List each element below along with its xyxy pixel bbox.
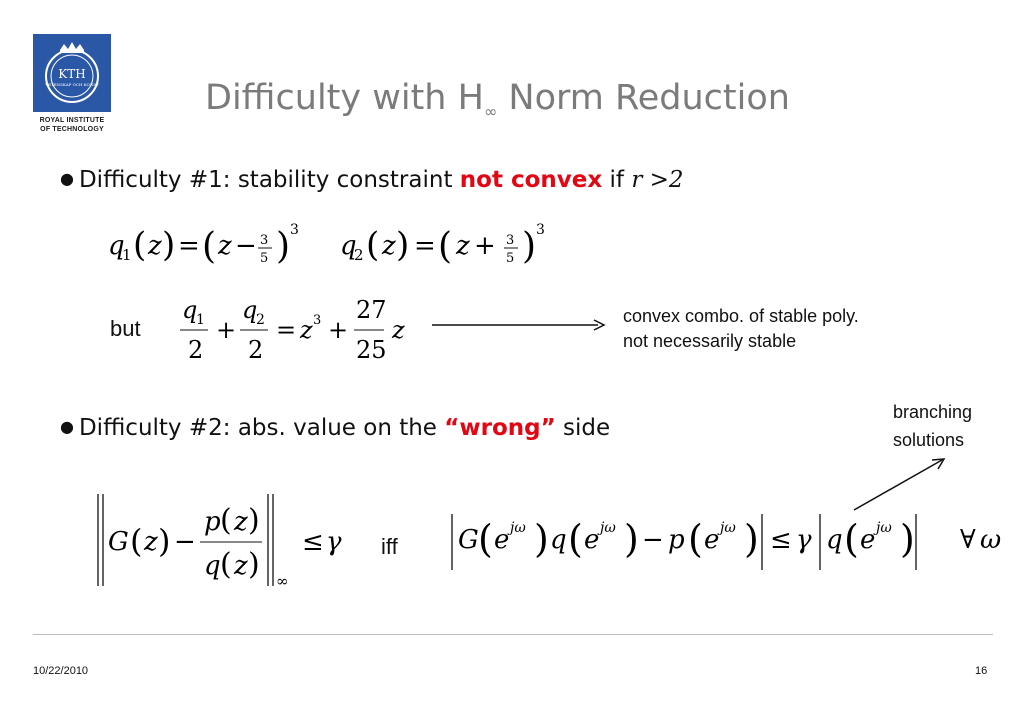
kth-logo [33,34,111,112]
svg-text:27: 27 [356,296,387,324]
svg-text:+: + [328,316,349,344]
svg-text:e: e [584,525,600,555]
svg-text:jω: jω [510,520,526,536]
svg-text:(: ( [478,517,493,561]
iff-label: iff [381,534,398,559]
svg-text:jω: jω [720,520,736,536]
svg-text:=: = [178,231,200,261]
svg-text:z: z [300,316,313,344]
svg-text:2: 2 [188,336,204,364]
svg-text:q: q [826,525,843,555]
title-main: Difficulty with H [205,78,484,118]
svg-text:3: 3 [290,222,299,238]
svg-text:): ) [396,225,410,265]
title-rest: Norm Reduction [497,78,790,118]
svg-text:q: q [340,231,357,261]
svg-text:G: G [458,525,479,555]
footer-divider [33,634,993,635]
svg-text:p: p [668,525,685,555]
svg-text:25: 25 [356,336,387,364]
svg-text:jω: jω [876,520,892,536]
svg-text:3: 3 [260,233,269,248]
svg-text:e: e [704,525,720,555]
bullet2-suffix: side [555,415,611,441]
equation-q1-q2 [100,218,560,274]
svg-text:−: − [174,527,196,557]
bullet-dot: ● [60,417,74,436]
bullet2-highlight: “wrong” [444,415,556,441]
svg-text:−: − [235,231,257,261]
svg-text:q: q [182,296,198,324]
svg-text:z: z [148,231,162,261]
svg-text:): ) [158,522,171,560]
note1-line-2: not necessarily stable [623,331,797,351]
svg-text:+: + [474,231,496,261]
svg-text:≤: ≤ [302,527,324,557]
institution-line-2: OF TECHNOLOGY [40,126,104,133]
svg-text:z: z [382,231,396,261]
footer-page-number: 16 [975,665,988,677]
svg-text:2: 2 [354,246,364,264]
svg-text:z: z [392,316,405,344]
svg-text:(: ( [688,517,703,561]
bullet-dot: ● [60,169,74,188]
svg-text:z: z [456,231,470,261]
kth-crest-icon [33,34,111,112]
svg-text:): ) [900,517,915,561]
svg-text:e: e [860,525,876,555]
svg-text:−: − [642,525,664,555]
svg-text:3: 3 [536,222,545,238]
svg-text:): ) [248,547,260,582]
svg-text:1: 1 [122,246,132,264]
equation-frequency-condition [440,508,1010,578]
svg-text:2: 2 [248,336,264,364]
note2-line-2: solutions [893,430,965,450]
institution-name [30,116,114,134]
svg-text:(: ( [130,522,143,560]
svg-text:=: = [414,231,436,261]
note2-line-1: branching [893,402,973,422]
svg-text:q: q [242,296,258,324]
note1-line-1: convex combo. of stable poly. [623,306,859,326]
arrow-to-note [430,314,610,334]
svg-text:=: = [276,316,297,344]
svg-text:1: 1 [196,312,205,328]
logo-emblem-text: KTH [58,67,86,81]
svg-text:(: ( [220,547,232,582]
svg-text:5: 5 [260,251,269,266]
bullet1-condition: r >2 [631,167,684,193]
svg-text:3: 3 [506,233,515,248]
svg-text:): ) [744,517,759,561]
svg-text:(: ( [844,517,859,561]
bullet2-text: Difficulty #2: abs. value on the [78,415,445,441]
institution-line-1: ROYAL INSTITUTE [39,117,105,124]
branching-note [893,398,972,454]
svg-text:): ) [522,226,537,267]
svg-text:(: ( [438,226,453,267]
svg-text:z: z [218,231,232,261]
equation-hinf-norm [92,490,352,590]
footer-date: 10/22/2010 [33,665,89,677]
svg-text:(: ( [133,225,147,265]
bullet1-text: Difficulty #1: stability constraint [78,167,460,193]
svg-text:G: G [108,527,129,557]
bullet1-highlight: not convex [459,167,603,193]
svg-text:p: p [204,507,221,537]
svg-text:q: q [108,231,125,261]
svg-text:): ) [276,226,291,267]
svg-text:∞: ∞ [276,572,289,590]
svg-text:(: ( [220,503,232,538]
svg-text:≤: ≤ [770,525,792,555]
svg-text:3: 3 [313,313,322,328]
svg-text:+: + [216,316,237,344]
equation-convex-combo [170,290,420,370]
bullet1-suffix: if [602,167,632,193]
svg-text:jω: jω [600,520,616,536]
svg-text:e: e [494,525,510,555]
svg-text:(: ( [366,225,380,265]
svg-text:): ) [162,225,176,265]
bullet-difficulty-2 [60,415,610,441]
svg-text:ω: ω [980,525,1002,555]
svg-text:∀: ∀ [960,525,976,555]
convex-combo-note [623,304,859,354]
slide-title [205,78,790,121]
svg-text:5: 5 [506,251,515,266]
svg-text:(: ( [568,517,583,561]
svg-text:q: q [204,551,221,581]
svg-text:z: z [144,527,158,557]
but-label: but [110,316,141,341]
svg-text:z: z [234,551,248,581]
title-infinity-subscript: ∞ [483,102,498,121]
svg-text:(: ( [202,226,217,267]
svg-text:2: 2 [256,312,265,328]
svg-text:q: q [550,525,567,555]
bullet-difficulty-1 [60,167,684,193]
arrow-to-branching [850,454,950,514]
svg-text:): ) [248,503,260,538]
svg-text:γ: γ [796,525,812,555]
logo-emblem-subtext: VETENSKAP OCH KONST [45,82,99,87]
svg-text:γ: γ [326,527,342,557]
svg-text:z: z [234,507,248,537]
svg-text:): ) [534,517,549,561]
svg-text:): ) [624,517,639,561]
